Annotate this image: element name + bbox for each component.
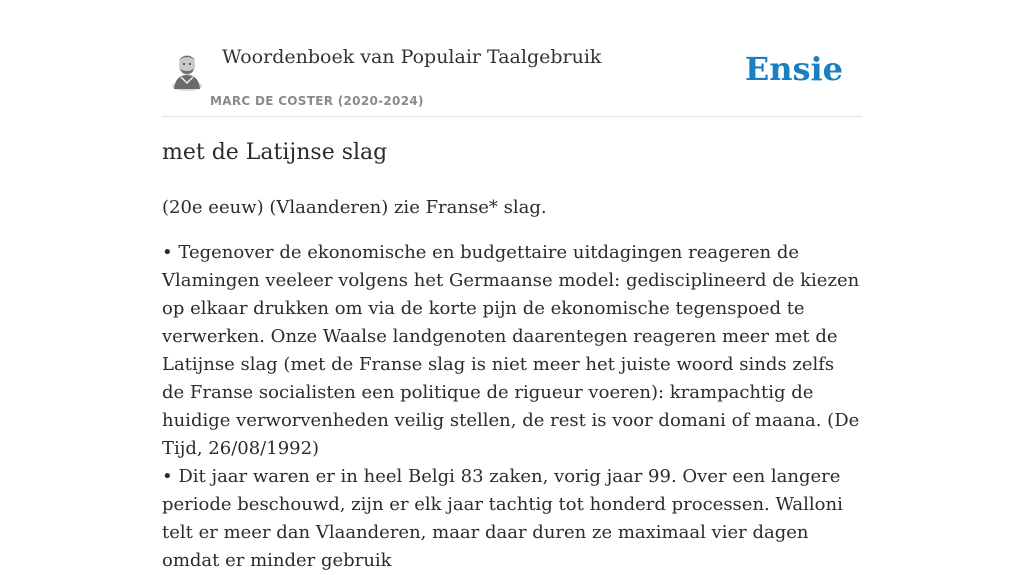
author-portrait-icon [170, 50, 204, 90]
dictionary-title[interactable]: Woordenboek van Populair Taalgebruik [222, 46, 602, 68]
site-header [162, 0, 862, 117]
entry-quotes [162, 239, 862, 575]
entry-definition: (20e eeuw) (Vlaanderen) zie Franse* slag. [162, 197, 547, 218]
quote-item: • Tegenover de ekonomische en budgettaire uitdagingen reageren de Vlamingen veeleer volgens het Germaanse model: gedisciplineerd de kiezen op elkaar drukken om via de korte pijn de ekonomische tegenspoed te verwerken. Onze Waalse landgenoten daarentegen reageren meer met de Latijnse slag (met de Franse slag is niet meer het juiste woord sinds zelfs de Franse socialisten een politique de rigueur voeren): krampachtig de huidige verworvenheden veilig stellen, de rest is voor domani of maana. (De Tijd, 26/08/1992) [162, 242, 860, 459]
author-name[interactable]: MARC DE COSTER (2020-2024) [210, 94, 424, 108]
brand-logo[interactable]: Ensie [744, 50, 843, 88]
page-container [162, 0, 862, 571]
entry-title: met de Latijnse slag [162, 140, 388, 165]
quote-item: • Dit jaar waren er in heel Belgi 83 zaken, vorig jaar 99. Over een langere periode beschouwd, zijn er elk jaar tachtig tot honderd processen. Walloni telt er meer dan Vlaanderen, maar daar duren ze maximaal vier dagen omdat er minder gebruik [162, 466, 843, 571]
